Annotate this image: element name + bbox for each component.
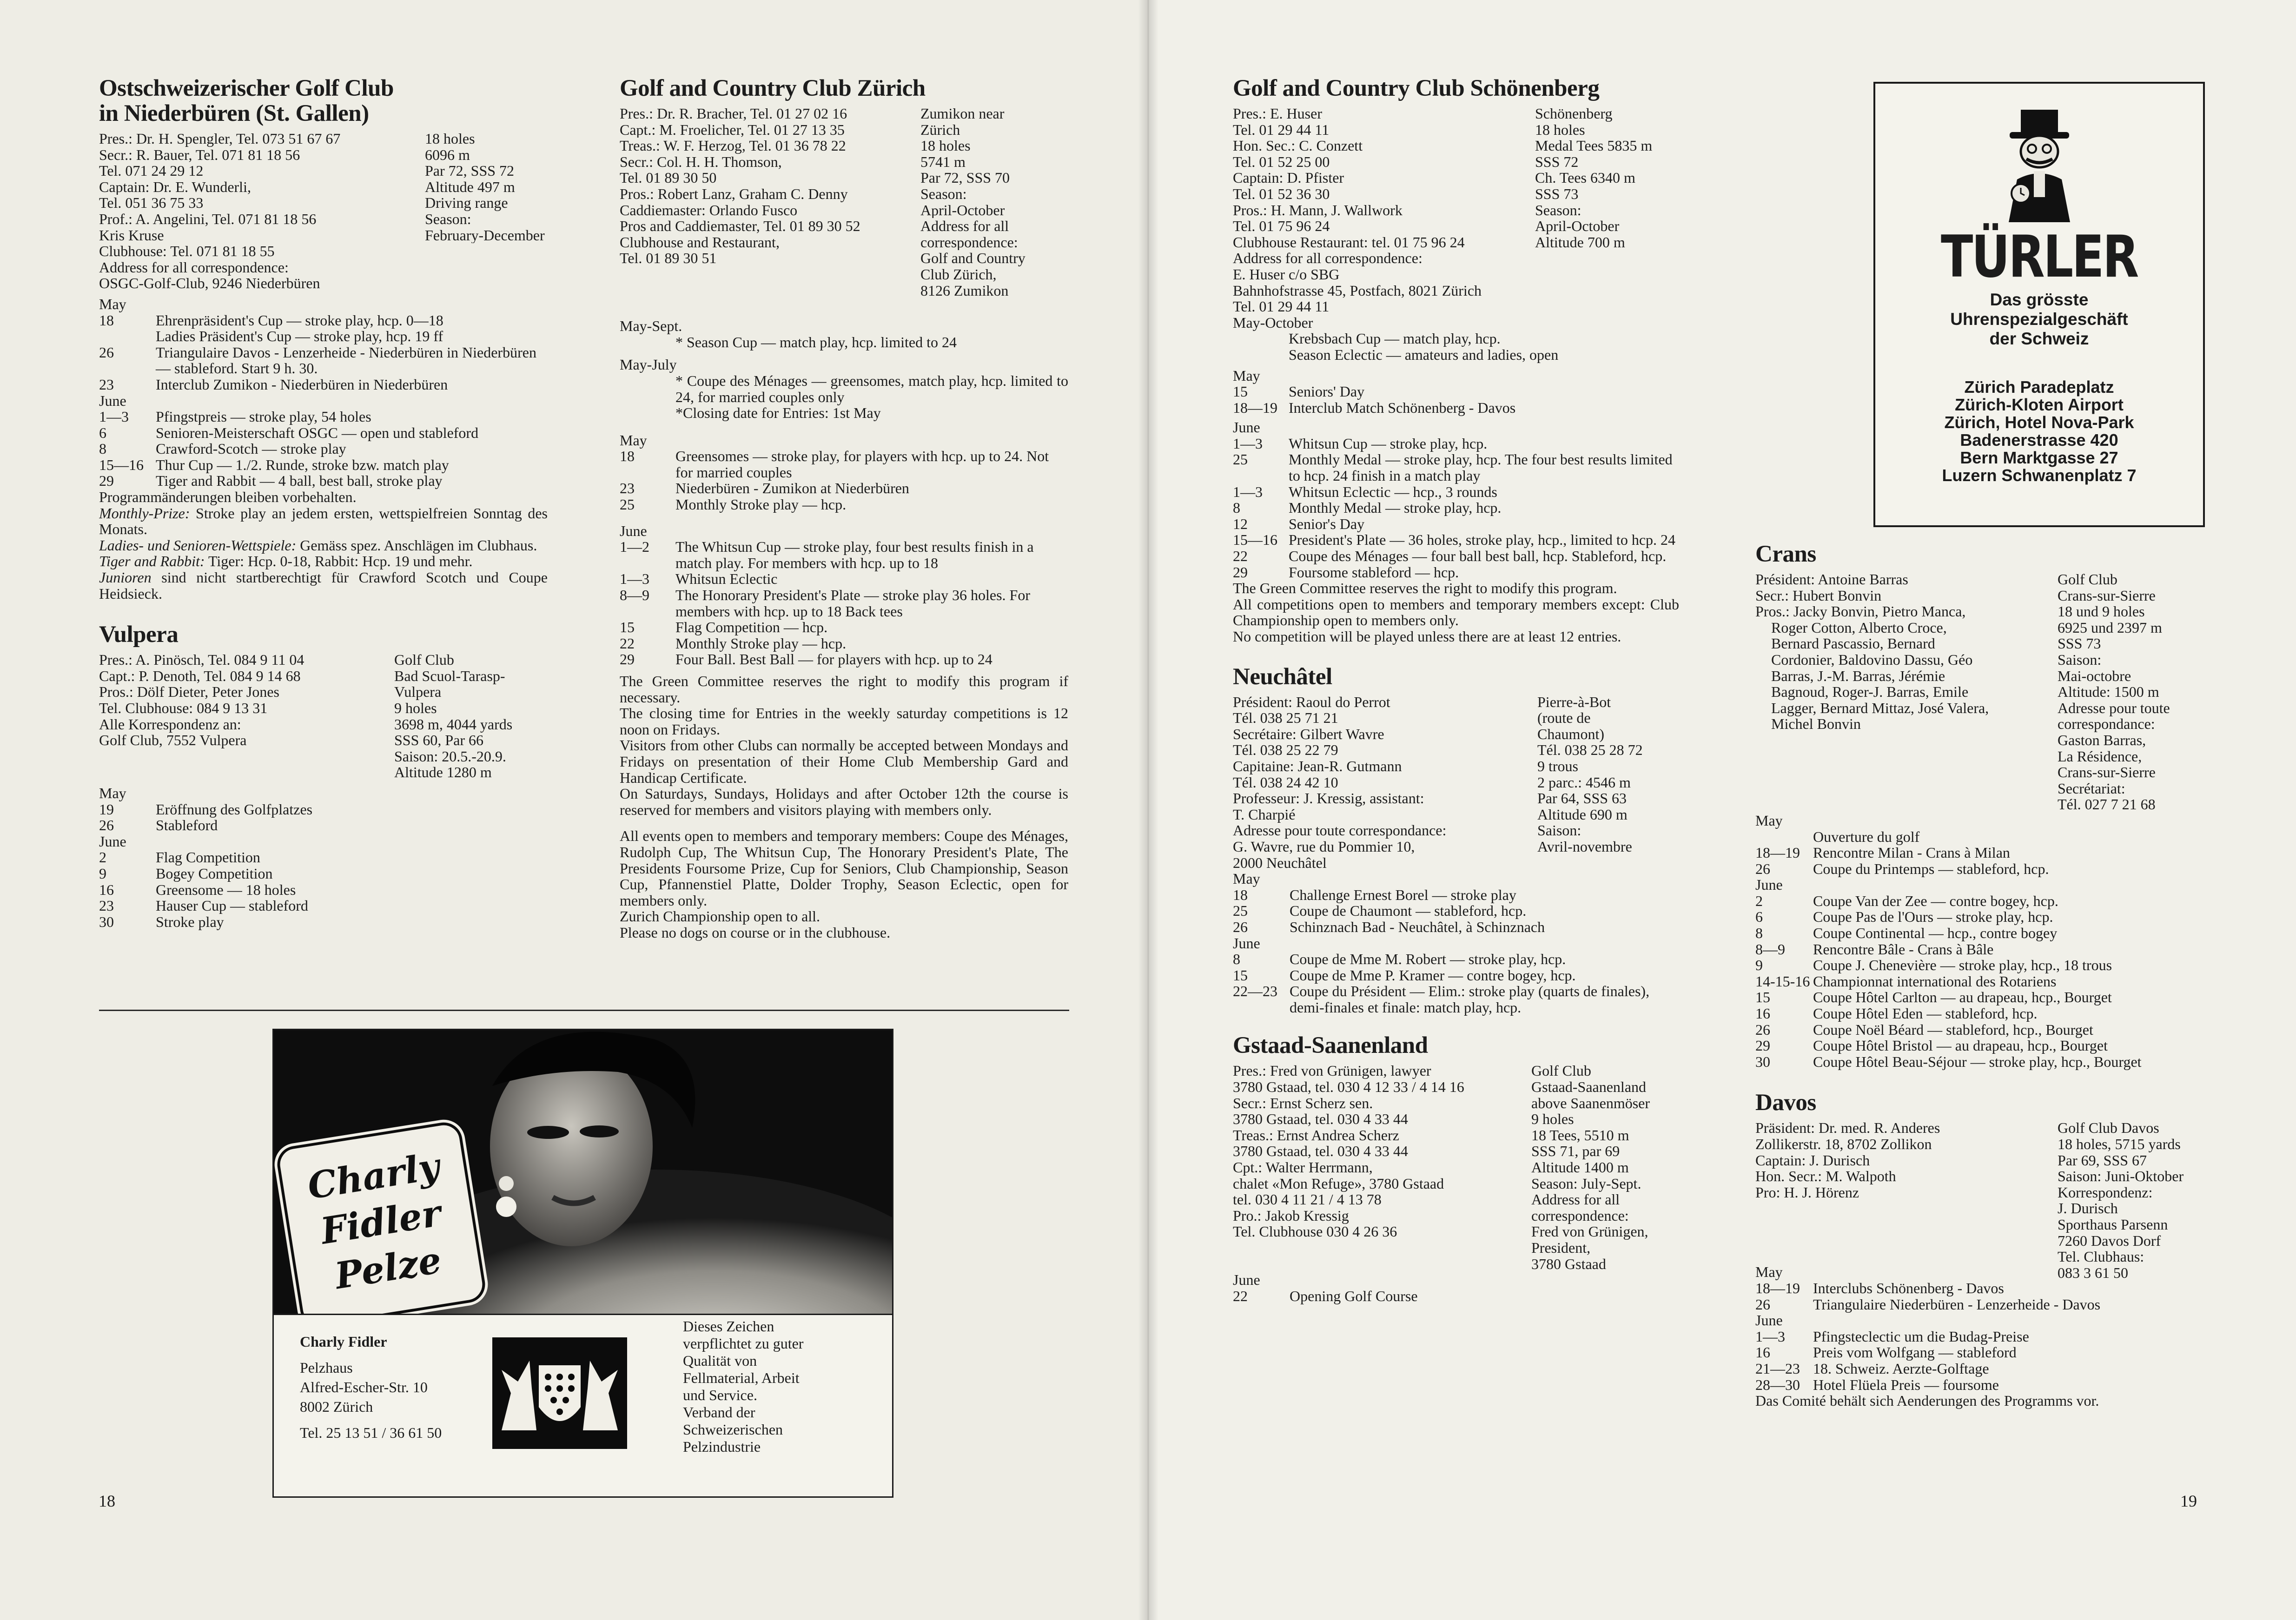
section-title-ostschweiz: Ostschweizerischer Golf Club in Niederbüren (St. Gallen)	[99, 76, 394, 126]
schoenenberg-details: Pres.: E. Huser Schönenberg Tel. 01 29 44 11 18 holes Hon. Sec.: C. Conzett Medal Tees 5835 m Tel. 01 52 25 00 SSS 72 Captain: D. Pfister Ch. Tees 6340 m Tel. 01 52 36 30 SSS 73 Pros.: H. Mann, J. Wallwork Season: Tel. 01 75 96 24 April-October Clubhouse Restaurant: tel. 01 75 96 24 Altitude 700 m Address for all correspondence: E. Huser c/o SBG Bahnhofstrasse 45, Postfach, 8021 Zürich Tel. 01 29 44 11	[1233, 106, 1653, 315]
crans-details: Président: Antoine Barras Secr.: Hubert Bonvin Pros.: Jacky Bonvin, Pietro Manca, Roger Cotton, Alberto Croce, Bernard Pascassio, Bernard Cordonier, Baldovino Dassu, Géo Barras, J.-M. Barras, Jérémie Bagnoud, Roger-J. Barras, Emile Lagger, Bernard Mittaz, José Valera, Michel Bonvin Golf Club Crans-sur-Sierre 18 und 9 holes 6925 und 2397 m SSS 73 Saison: Mai-octobre Altitude: 1500 m Adresse pour toute correspondance: Gaston Barras, La Résidence, Crans-sur-Sierre Secrétariat: Tél. 027 7 21 68	[1755, 571, 2170, 813]
schoenenberg-schedule: May-October Krebsbach Cup — match play, hcp. Season Eclectic — amateurs and ladies, open May 15 Seniors' Day 18—19 Interclub Match Schönenberg - Davos June 1—3 Whitsun Cup — stroke play, hcp. 25 Monthly Medal — stroke play, hcp. The four best results limited to hcp. 24 finish in a match play 1—3 Whitsun Eclectic — hcp., 3 rounds 8 Monthly Medal — stroke play, hcp. 12 Senior's Day 15—16 President's Plate — 36 holes, stroke play, hcp., limited to hcp. 24 22 Coupe des Ménages — four ball best ball, hcp. Stableford, hcp. 29 Foursome stableford — hcp. The Green Committee reserves the right to modify this program. All competitions open to members and temporary members except: Club Championship open to members only. No competition will be played unless there are at least 12 entries.	[1233, 314, 1679, 645]
page-number-right: 19	[2180, 1492, 2197, 1510]
section-title-gstaad: Gstaad-Saanenland	[1233, 1032, 1428, 1059]
section-title-crans: Crans	[1755, 542, 1816, 567]
section-title-schoenenberg: Golf and Country Club Schönenberg	[1233, 76, 1600, 101]
section-title-davos: Davos	[1755, 1090, 1816, 1116]
section-title-zurich: Golf and Country Club Zürich	[620, 76, 926, 101]
gstaad-schedule: June 22 Opening Golf Course	[1233, 1271, 1418, 1304]
column-divider	[99, 1010, 1069, 1011]
charly-fidler-pelze-logo: Charly Fidler Pelze	[275, 1120, 488, 1314]
ostschweiz-details: Pres.: Dr. H. Spengler, Tel. 073 51 67 67 18 holes Secr.: R. Bauer, Tel. 071 81 18 56 6096 m Tel. 071 24 29 12 Par 72, SSS 72 Captain: Dr. E. Wunderli, Altitude 497 m Tel. 051 36 75 33 Driving range Prof.: A. Angelini, Tel. 071 81 18 56 Season: Kris Kruse February-December Clubhouse: Tel. 071 81 18 55 Address for all correspondence: OSGC-Golf-Club, 9246 Niederbüren	[99, 131, 545, 292]
turler-brand: TÜRLER	[1940, 224, 2138, 291]
gentleman-with-watch-icon	[1993, 97, 2086, 222]
column-zurich	[620, 76, 1068, 1005]
fidler-phone: Tel. 25 13 51 / 36 61 50	[300, 1424, 442, 1441]
turler-tagline: Das grösste Uhrenspezialgeschäft der Schweiz	[1950, 290, 2128, 348]
right-page	[1148, 0, 2296, 1620]
gstaad-details: Pres.: Fred von Grünigen, lawyer 3780 Gstaad, tel. 030 4 12 33 / 4 14 16 Secr.: Ernst Scherz sen. 3780 Gstaad, tel. 030 4 33 44 Treas.: Ernst Andrea Scherz 3780 Gstaad, tel. 030 4 33 44 Cpt.: Walter Herrmann, chalet «Mon Refuge», 3780 Gstaad tel. 030 4 11 21 / 4 13 78 Pro.: Jakob Kressig Tel. Clubhouse 030 4 26 36 Golf Club Gstaad-Saanenland above Saanenmöser 9 holes 18 Tees, 5510 m SSS 71, par 69 Altitude 1400 m Season: July-Sept. Address for all correspondence: Fred von Grünigen, President, 3780 Gstaad	[1233, 1062, 1650, 1272]
fur-quality-emblem-icon	[492, 1337, 627, 1449]
crans-schedule: May Ouverture du golf 18—19 Rencontre Milan - Crans à Milan 26 Coupe du Printemps — stableford, hcp. June 2 Coupe Van der Zee — contre bogey, hcp. 6 Coupe Pas de l'Ours — stroke play, hcp. 8 Coupe Continental — hcp., contre bogey 8—9 Rencontre Bâle - Crans à Bâle 9 Coupe J. Chenevière — stroke play, hcp., 18 trous 14-15-16 Championnat international des Rotariens 15 Coupe Hôtel Carlton — au drapeau, hcp., Bourget 16 Coupe Hôtel Eden — stableford, hcp. 26 Coupe Noël Béard — stableford, hcp., Bourget 29 Coupe Hôtel Bristol — au drapeau, hcp., Bourget 30 Coupe Hôtel Beau-Séjour — stroke play, hcp., Bourget	[1755, 812, 2142, 1070]
book-gutter	[1138, 0, 1158, 1620]
zurich-details: Pres.: Dr. R. Bracher, Tel. 01 27 02 16 Zumikon near Capt.: M. Froelicher, Tel. 01 27 13 35 Zürich Treas.: W. F. Herzog, Tel. 01 36 78 22 18 holes Secr.: Col. H. H. Thomson, 5741 m Tel. 01 89 30 50 Par 72, SSS 70 Pros.: Robert Lanz, Graham C. Denny Season: Caddiemaster: Orlando Fusco April-October Pros and Caddiemaster, Tel. 01 89 30 52 Address for all Clubhouse and Restaurant, correspondence: Tel. 01 89 30 51 Golf and Country Club Zürich, 8126 Zumikon	[620, 106, 1026, 299]
zurich-rules: The Green Committee reserves the right to modify this program if necessary. The closing time for Entries in the weekly saturday competitions is 12 noon on Fridays. Visitors from other Clubs can normally be accepted between Mondays and Fridays on presentation of their Home Club Membership Gard and Handicap Certificate. On Saturdays, Sundays, Holidays and after October 12th the course is reserved for members and visitors playing with members only. All events open to members and temporary members: Coupe des Ménages, Rudolph Cup, The Whitsun Cup, The Honorary President's Plate, The Presidents Foursome Prize, Cup for Seniors, Club Championship, Season Cup, Pfannenstiel Platte, Dolder Trophy, Season Eclectic, open for members only. Zurich Championship open to all. Please no dogs on course or in the clubhouse.	[620, 673, 1068, 941]
turler-advertisement	[1873, 82, 2205, 527]
fidler-quality-note: Dieses Zeichen verpflichtet zu guter Qualität von Fellmaterial, Arbeit und Service. Verband der Schweizerischen Pelzindustrie	[683, 1318, 804, 1455]
ostschweiz-notes: Programmänderungen bleiben vorbehalten. Monthly-Prize: Stroke play an jedem ersten, wettspielfreien Sonntag des Monats. Ladies- und Senioren-Wettspiele: Gemäss spez. Anschlägen im Clubhaus. Tiger and Rabbit: Tiger: Hcp. 0-18, Rabbit: Hcp. 19 und mehr. Junioren sind nicht startberechtigt für Crawford Scotch und Coupe Heidsieck.	[99, 489, 548, 602]
vulpera-details: Pres.: A. Pinösch, Tel. 084 9 11 04 Capt.: P. Denoth, Tel. 084 9 14 68 Pros.: Dölf Dieter, Peter Jones Tel. Clubhouse: 084 9 13 31 Alle Korrespondenz an: Golf Club, 7552 Vulpera Golf Club Bad Scuol-Tarasp- Vulpera 9 holes 3698 m, 4044 yards SSS 60, Par 66 Saison: 20.5.-20.9. Altitude 1280 m	[99, 651, 513, 781]
column-crans-davos	[1755, 542, 2220, 1471]
davos-schedule: May 18—19 Interclubs Schönenberg - Davos 26 Triangulaire Niederbüren - Lenzerheide - Davos June 1—3 Pfingsteclectic um die Budag-Preise 16 Preis vom Wolfgang — stableford 21—23 18. Schweiz. Aerzte-Golftage 28—30 Hotel Flüela Preis — foursome Das Comité behält sich Aenderungen des Programms vor.	[1755, 1263, 2101, 1409]
vulpera-schedule: May 19 Eröffnung des Golfplatzes 26 Stableford June 2 Flag Competition 9 Bogey Competition 16 Greensome — 18 holes 23 Hauser Cup — stableford 30 Stroke play	[99, 784, 313, 930]
neuchatel-details: Président: Raoul do Perrot Tél. 038 25 71 21 Secrétaire: Gilbert Wavre Tél. 038 25 22 79 Capitaine: Jean-R. Gutmann Tél. 038 24 42 10 Professeur: J. Kressig, assistant: T. Charpié Adresse pour toute correspondance: G. Wavre, rue du Pommier 10, 2000 Neuchâtel Pierre-à-Bot (route de Chaumont) Tél. 038 25 28 72 9 trous 2 parc.: 4546 m Par 64, SSS 63 Altitude 690 m Saison: Avril-novembre	[1233, 693, 1643, 871]
column-ostschweiz-vulpera	[99, 76, 548, 1005]
page-number-left: 18	[99, 1492, 115, 1510]
davos-details: Präsident: Dr. med. R. Anderes Zollikerstr. 18, 8702 Zollikon Captain: J. Durisch Hon. Secr.: M. Walpoth Pro: H. J. Hörenz Golf Club Davos 18 holes, 5715 yards Par 69, SSS 67 Saison: Juni-Oktober Korrespondenz: J. Durisch Sporthaus Parsenn 7260 Davos Dorf Tel. Clubhaus: 083 3 61 50	[1755, 1119, 2184, 1281]
fidler-contact: Charly Fidler Pelzhaus Alfred-Escher-Str. 10 8002 Zürich Tel. 25 13 51 / 36 61 50 Dieses Zeichen verpflichtet zu guter Qualität von Fellmaterial, Arbeit und Service. Verband der Schweizerischen Pelzindustrie	[274, 1314, 892, 1496]
ostschweiz-schedule: May 18 Ehrenpräsident's Cup — stroke play, hcp. 0—18 Ladies Präsident's Cup — stroke play, hcp. 19 ff 26 Triangulaire Davos - Lenzerheide - Niederbüren in Niederbüren — stableford. Start 9 h. 30. 23 Interclub Zumikon - Niederbüren in Niederbüren June 1—3 Pfingstpreis — stroke play, 54 holes 6 Senioren-Meisterschaft OSGC — open und stableford 8 Crawford-Scotch — stroke play 15—16 Thur Cup — 1./2. Runde, stroke bzw. match play 29 Tiger and Rabbit — 4 ball, best ball, stroke play	[99, 295, 536, 489]
fidler-name: Charly Fidler	[300, 1333, 387, 1350]
section-title-vulpera: Vulpera	[99, 622, 179, 648]
neuchatel-schedule: May 18 Challenge Ernest Borel — stroke play 25 Coupe de Chaumont — stableford, hcp. 26 Schinznach Bad - Neuchâtel, à Schinznach June 8 Coupe de Mme M. Robert — stroke play, hcp. 15 Coupe de Mme P. Kramer — contre bogey, hcp. 22—23 Coupe du Président — Elim.: stroke play (quarts de finales), demi-finales et finale: match play, hcp.	[1233, 870, 1650, 1016]
fidler-advertisement	[272, 1029, 893, 1498]
section-title-neuchatel: Neuchâtel	[1233, 663, 1332, 690]
turler-locations: Zürich Paradeplatz Zürich-Kloten Airport Zürich, Hotel Nova-Park Badenerstrasse 420 Bern Marktgasse 27 Luzern Schwanenplatz 7	[1942, 377, 2137, 485]
zurich-schedule: May-Sept. * Season Cup — match play, hcp. limited to 24 May-July * Coupe des Ménages — greensomes, match play, hcp. limited to 24, for married couples only *Closing date for Entries: 1st May May 18 Greensomes — stroke play, for players with hcp. up to 24. Not for married couples 23 Niederbüren - Zumikon at Niederbüren 25 Monthly Stroke play — hcp. June 1—2 The Whitsun Cup — stroke play, four best results finish in a match play. For members with hcp. up to 18 1—3 Whitsun Eclectic 8—9 The Honorary President's Plate — stroke play 36 holes. For members with hcp. up to 18 Back tees 15 Flag Competition — hcp. 22 Monthly Stroke play — hcp. 29 Four Ball. Best Ball — for players with hcp. up to 24	[620, 317, 1068, 668]
fur-model-photo	[274, 1030, 892, 1314]
